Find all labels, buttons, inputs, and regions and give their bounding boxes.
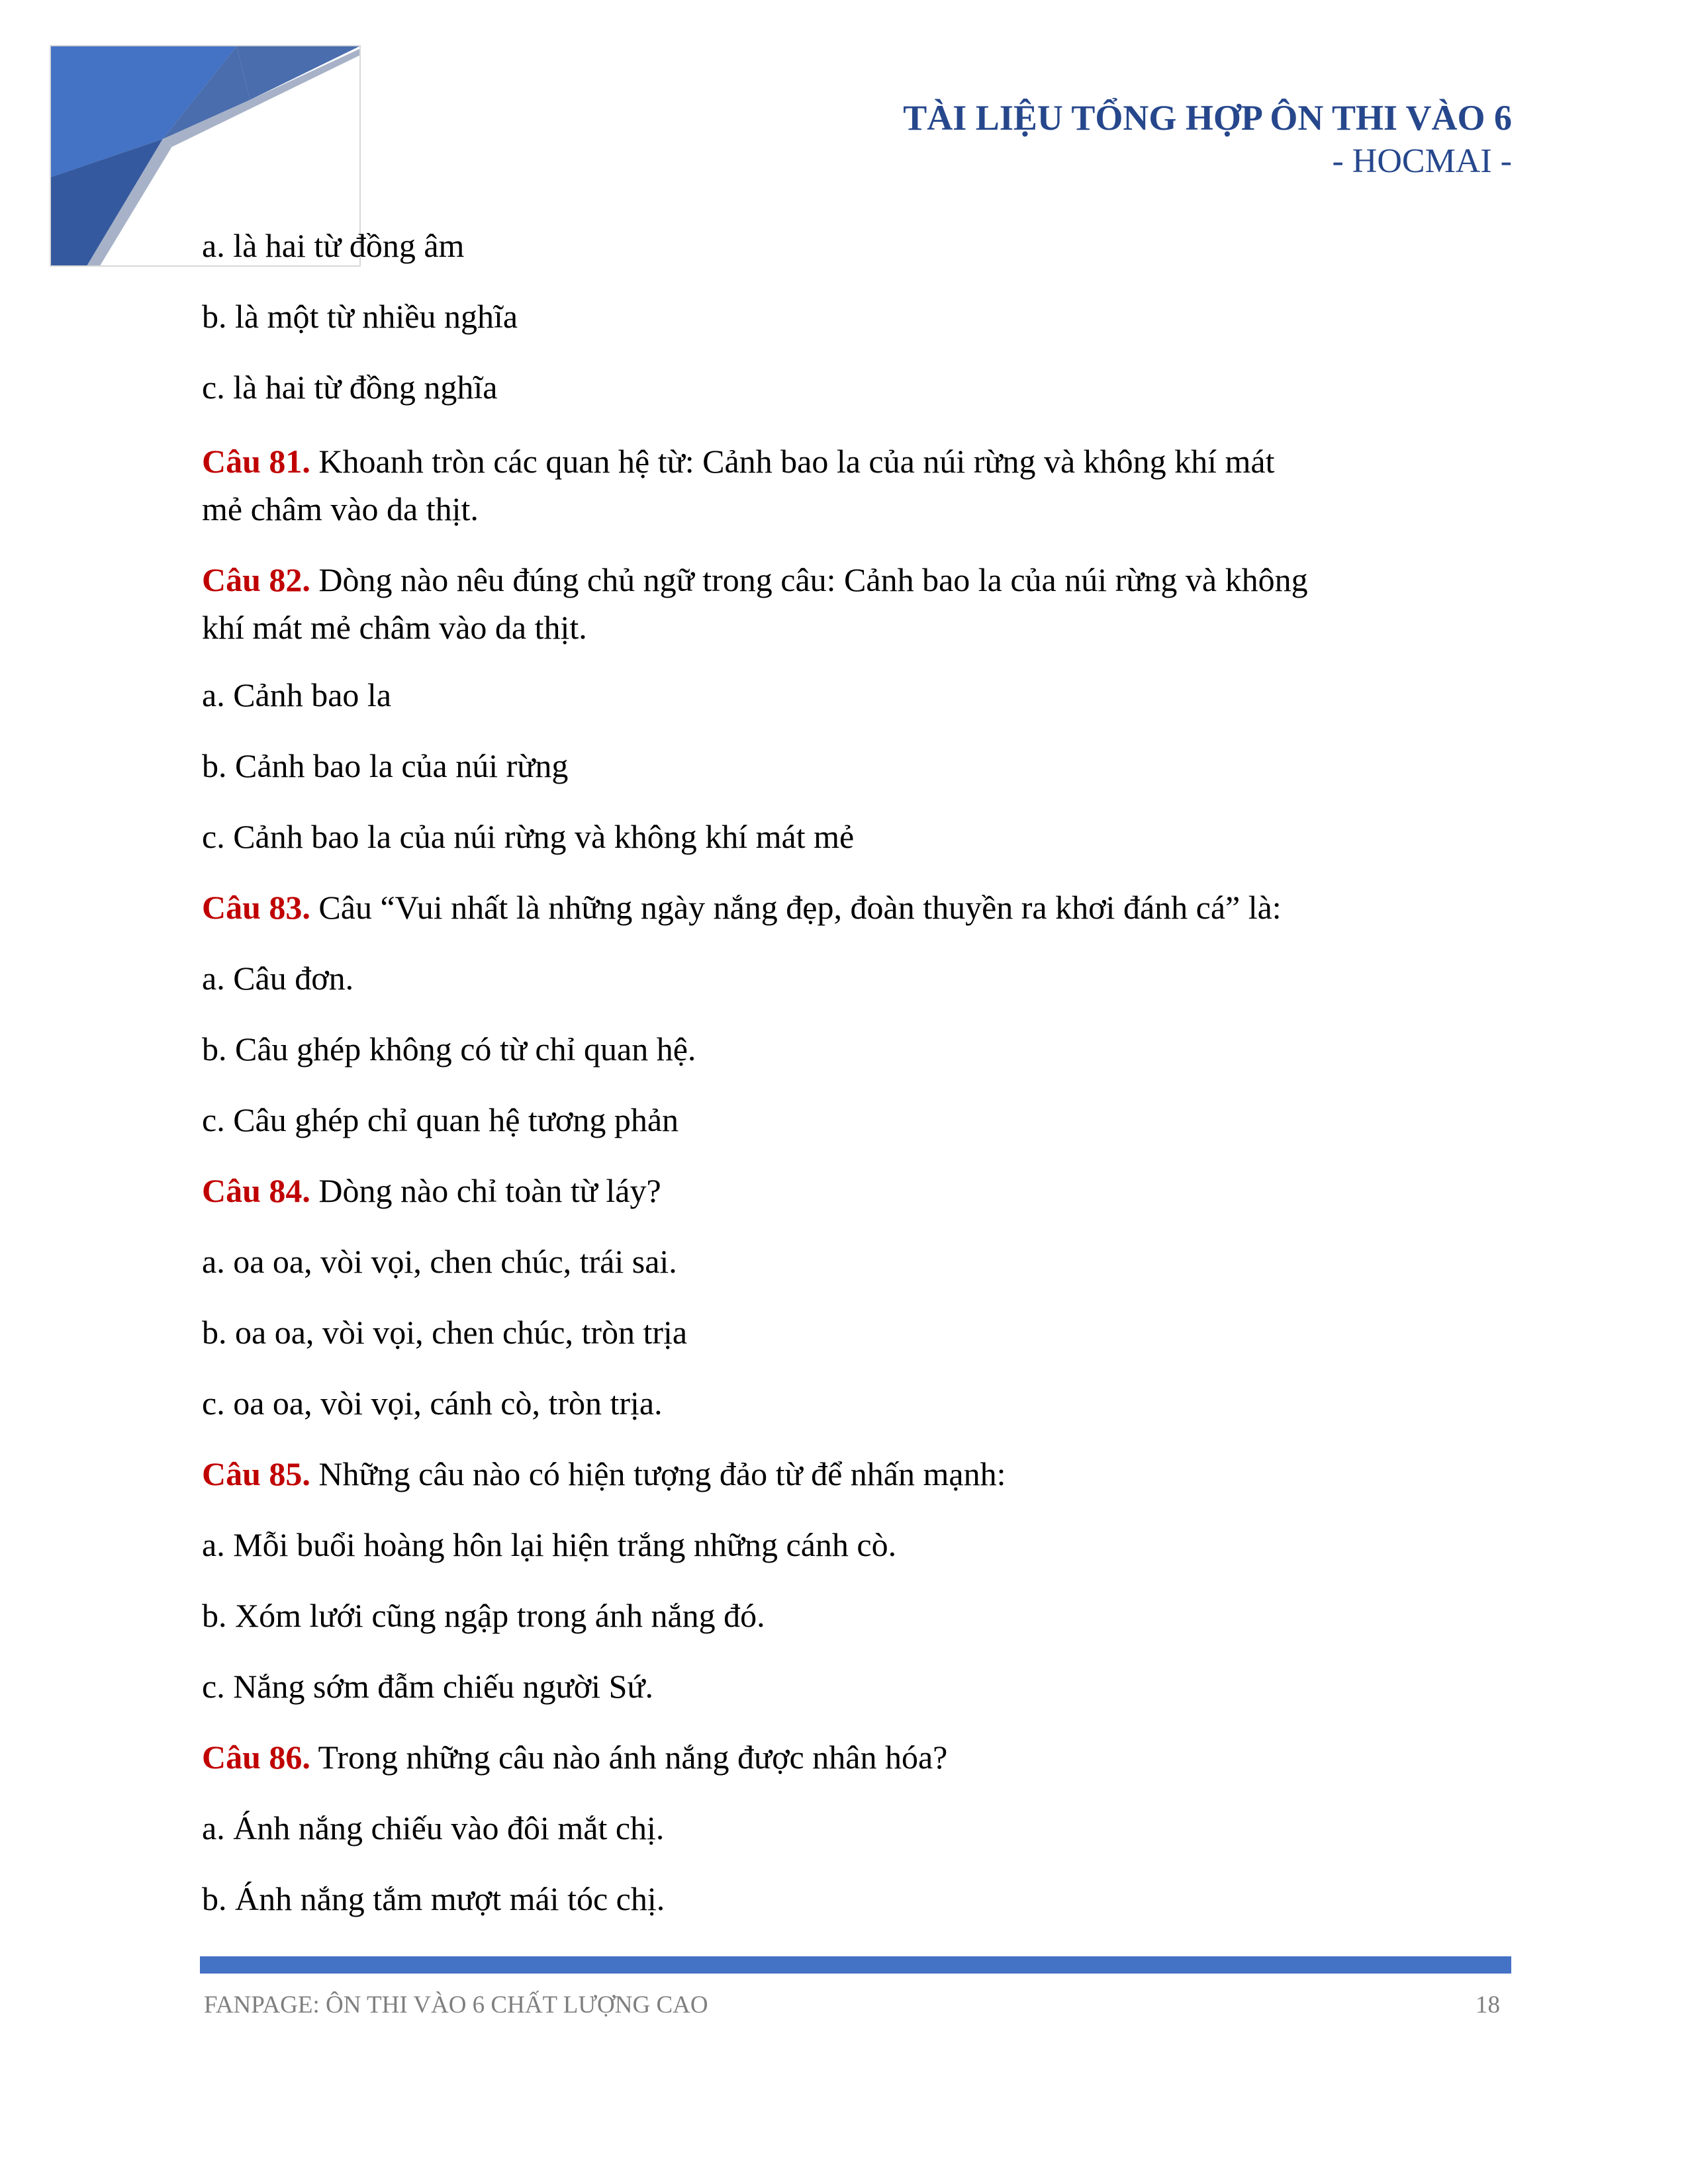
- question-paragraph: [202, 1453, 1526, 1494]
- text-line: Câu 84. Dòng nào chỉ toàn từ láy?: [202, 1172, 661, 1209]
- question-number: Câu 83.: [202, 889, 310, 926]
- text-line: c. Câu ghép chỉ quan hệ tương phản: [202, 1101, 679, 1138]
- text-line: a. Ánh nắng chiếu vào đôi mắt chị.: [202, 1809, 665, 1846]
- option-paragraph: [202, 367, 1526, 408]
- text-line: c. Nắng sớm đẫm chiếu người Sứ.: [202, 1668, 653, 1705]
- question-number: Câu 86.: [202, 1739, 310, 1776]
- text-line: a. là hai từ đồng âm: [202, 227, 465, 264]
- option-paragraph: [202, 1666, 1526, 1707]
- text-line: b. Câu ghép không có từ chỉ quan hệ.: [202, 1030, 696, 1068]
- question-paragraph: [202, 556, 1526, 651]
- body-content: [202, 225, 1526, 1949]
- document-subtitle: - HOCMAI -: [1332, 142, 1512, 180]
- text-line: b. Cảnh bao la của núi rừng: [202, 747, 569, 784]
- text-line: Câu 82. Dòng nào nêu đúng chủ ngữ trong câu: Cảnh bao la của núi rừng và không: [202, 561, 1308, 598]
- option-paragraph: [202, 225, 1526, 266]
- question-number: Câu 82.: [202, 561, 310, 598]
- document-header: [903, 98, 1512, 181]
- question-paragraph: [202, 1737, 1526, 1778]
- question-number: Câu 84.: [202, 1172, 310, 1209]
- option-paragraph: [202, 1099, 1526, 1140]
- text-line: a. Câu đơn.: [202, 960, 354, 997]
- option-paragraph: [202, 1524, 1526, 1565]
- text-line: Câu 81. Khoanh tròn các quan hệ từ: Cảnh bao la của núi rừng và không khí mát: [202, 443, 1275, 480]
- question-paragraph: [202, 887, 1526, 928]
- option-paragraph: [202, 745, 1526, 786]
- text-line: a. Cảnh bao la: [202, 676, 392, 713]
- option-paragraph: [202, 1878, 1526, 1919]
- question-paragraph: [202, 1170, 1526, 1211]
- option-paragraph: [202, 296, 1526, 337]
- option-paragraph: [202, 1807, 1526, 1848]
- option-paragraph: [202, 1595, 1526, 1636]
- option-paragraph: [202, 1241, 1526, 1282]
- text-line: khí mát mẻ châm vào da thịt.: [202, 609, 587, 646]
- option-paragraph: [202, 1028, 1526, 1069]
- question-paragraph: [202, 437, 1526, 533]
- text-line: Câu 85. Những câu nào có hiện tượng đảo từ để nhấn mạnh:: [202, 1455, 1006, 1492]
- footer-fanpage-text: FANPAGE: ÔN THI VÀO 6 CHẤT LƯỢNG CAO: [204, 1991, 708, 2019]
- footer-divider-bar: [200, 1956, 1511, 1974]
- question-number: Câu 81.: [202, 443, 310, 480]
- text-line: b. Ánh nắng tắm mượt mái tóc chị.: [202, 1880, 665, 1917]
- option-paragraph: [202, 1312, 1526, 1353]
- text-line: a. oa oa, vòi vọi, chen chúc, trái sai.: [202, 1243, 677, 1280]
- option-paragraph: [202, 1383, 1526, 1424]
- text-line: b. oa oa, vòi vọi, chen chúc, tròn trịa: [202, 1314, 688, 1351]
- text-line: c. Cảnh bao la của núi rừng và không khí mát mẻ: [202, 818, 855, 855]
- page-number: 18: [1476, 1991, 1500, 2019]
- document-title: TÀI LIỆU TỔNG HỢP ÔN THI VÀO 6: [903, 98, 1512, 138]
- question-number: Câu 85.: [202, 1455, 310, 1492]
- text-line: b. là một từ nhiều nghĩa: [202, 298, 518, 335]
- option-paragraph: [202, 674, 1526, 715]
- text-line: c. là hai từ đồng nghĩa: [202, 369, 498, 406]
- option-paragraph: [202, 816, 1526, 857]
- text-line: b. Xóm lưới cũng ngập trong ánh nắng đó.: [202, 1597, 765, 1634]
- text-line: mẻ châm vào da thịt.: [202, 490, 479, 527]
- text-line: a. Mỗi buổi hoàng hôn lại hiện trắng những cánh cò.: [202, 1526, 897, 1563]
- text-line: Câu 83. Câu “Vui nhất là những ngày nắng đẹp, đoàn thuyền ra khơi đánh cá” là:: [202, 889, 1282, 926]
- option-paragraph: [202, 958, 1526, 999]
- text-line: Câu 86. Trong những câu nào ánh nắng được nhân hóa?: [202, 1739, 948, 1776]
- text-line: c. oa oa, vòi vọi, cánh cò, tròn trịa.: [202, 1385, 663, 1422]
